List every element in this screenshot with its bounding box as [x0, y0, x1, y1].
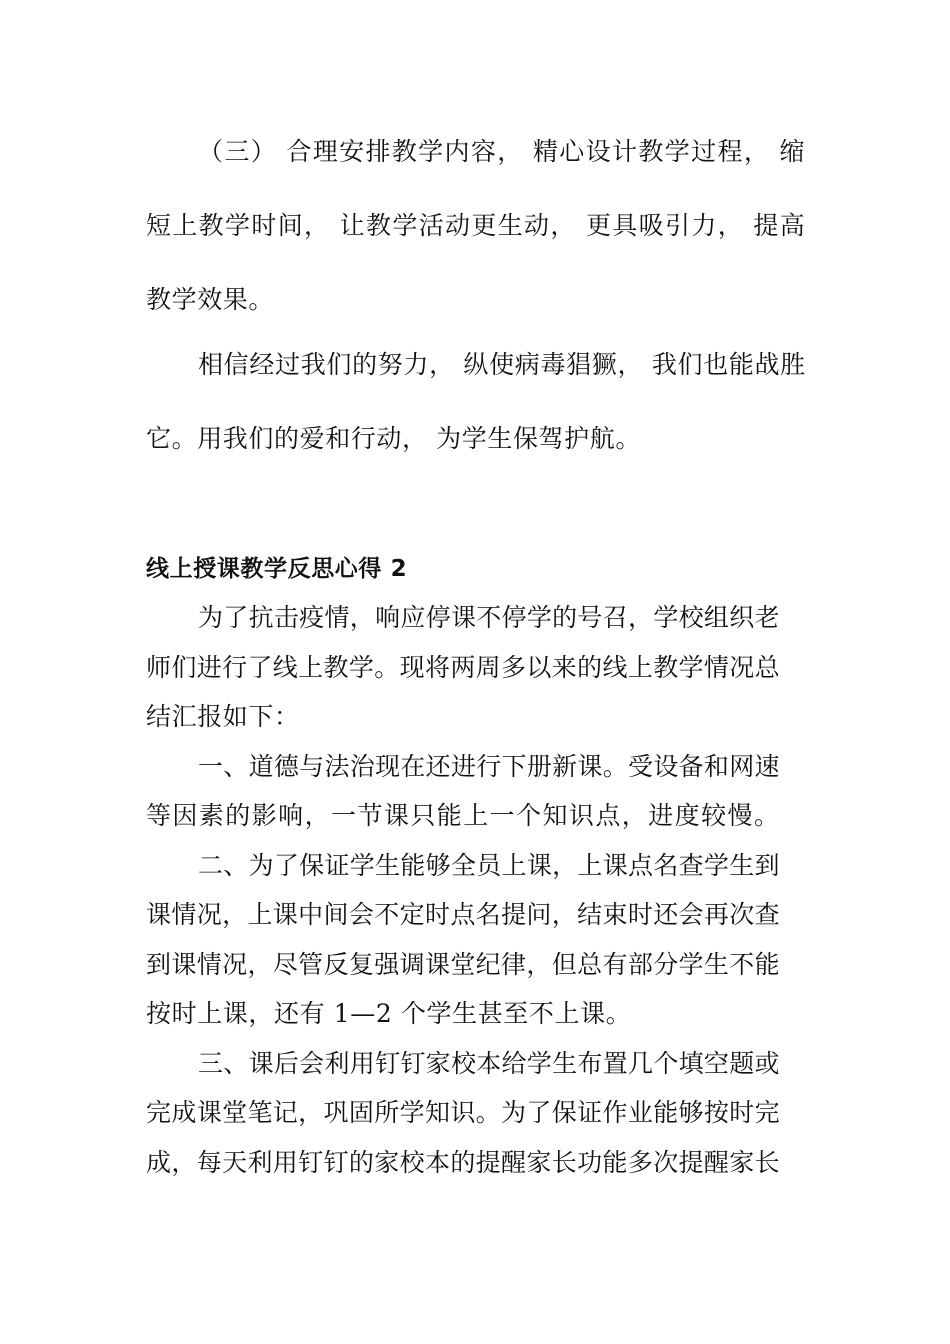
paragraph-line: 相信经过我们的努力， 纵使病毒猖獗， 我们也能战胜 — [198, 350, 806, 379]
paragraph-line: 二、为了保证学生能够全员上课，上课点名查学生到 — [198, 851, 780, 880]
paragraph-line: 按时上课，还有 1—2 个学生甚至不上课。 — [146, 999, 632, 1028]
paragraph-line: 到课情况，尽管反复强调课堂纪律，但总有部分学生不能 — [146, 950, 781, 979]
paragraph-line: 完成课堂笔记，巩固所学知识。为了保证作业能够按时完 — [146, 1098, 781, 1127]
paragraph-line: 它。用我们的爱和行动， 为学生保驾护航。 — [146, 424, 641, 453]
paragraph-line: 成，每天利用钉钉的家校本的提醒家长功能多次提醒家长 — [146, 1148, 781, 1177]
paragraph-line: 短上教学时间， 让教学活动更生动， 更具吸引力， 提高 — [146, 211, 807, 240]
paragraph-line: 师们进行了线上教学。现将两周多以来的线上教学情况总 — [146, 653, 781, 682]
paragraph-line: 结汇报如下： — [146, 702, 300, 731]
section-heading: 线上授课教学反思心得 2 — [146, 556, 408, 582]
paragraph-line: 一、道德与法治现在还进行下册新课。受设备和网速 — [198, 752, 780, 781]
paragraph-line: 为了抗击疫情，响应停课不停学的号召，学校组织老 — [198, 603, 780, 632]
paragraph-line: （三） 合理安排教学内容， 精心设计教学过程， 缩 — [198, 137, 806, 166]
paragraph-line: 教学效果。 — [146, 285, 275, 314]
paragraph-line: 三、课后会利用钉钉家校本给学生布置几个填空题或 — [198, 1049, 780, 1078]
paragraph-line: 等因素的影响，一节课只能上一个知识点，进度较慢。 — [146, 801, 781, 830]
paragraph-line: 课情况，上课中间会不定时点名提问，结束时还会再次查 — [146, 900, 781, 929]
